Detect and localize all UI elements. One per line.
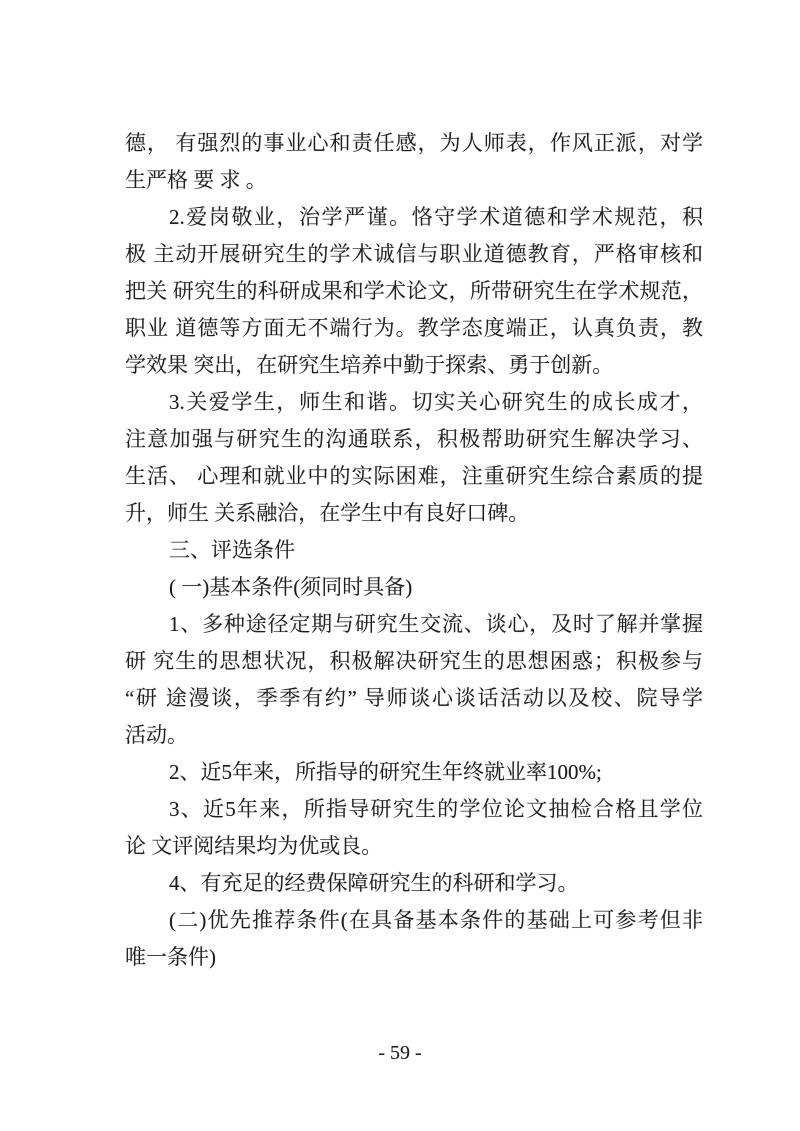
text-line: 生严格 要 求 。 <box>125 168 267 192</box>
page-footer <box>0 1041 800 1065</box>
text-line: 1、多种途径定期与研究生交流、谈心，及时了解并掌握 <box>169 612 703 636</box>
text-line: 3.关爱学生，师生和谐。切实关心研究生的成长成才， <box>169 390 703 414</box>
text-line: 4、有充足的经费保障研究生的科研和学习。 <box>169 871 579 895</box>
text-line: 3、近5年来，所指导研究生的学位论文抽检合格且学位 <box>169 797 703 821</box>
text-line: 唯一条件) <box>125 945 216 969</box>
text-line: 学效果 突出，在研究生培养中勤于探索、勇于创新。 <box>125 353 614 377</box>
text-line: 活动。 <box>125 723 188 747</box>
text-line: 论 文评阅结果均为优或良。 <box>125 834 383 858</box>
text-line: 2、近5年来，所指导的研究生年终就业率100%; <box>169 760 602 784</box>
text-line: 生活、 心理和就业中的实际困难，注重研究生综合素质的提 <box>125 464 703 488</box>
body-text <box>125 125 703 976</box>
subsection-heading: (二)优先推荐条件(在具备基本条件的基础上可参考但非 <box>169 908 703 932</box>
subsection-heading: ( 一)基本条件(须同时具备) <box>169 575 413 599</box>
text-line: 注意加强与研究生的沟通联系，积极帮助研究生解决学习、 <box>125 427 703 451</box>
text-line: 研 究生的思想状况，积极解决研究生的思想困惑；积极参与 <box>125 649 703 673</box>
section-heading: 三、评选条件 <box>169 538 295 562</box>
text-line: 升，师生 关系融洽，在学生中有良好口碑。 <box>125 501 530 525</box>
text-line: 把关 研究生的科研成果和学术论文，所带研究生在学术规范， <box>125 279 703 303</box>
text-line: 2.爱岗敬业，治学严谨。恪守学术道德和学术规范，积 <box>169 205 703 229</box>
text-line: 德， 有强烈的事业心和责任感，为人师表，作风正派，对学 <box>125 131 703 155</box>
text-line: “研 途漫谈，季季有约” 导师谈心谈话活动以及校、院导学 <box>125 686 703 710</box>
text-line: 职业 道德等方面无不端行为。教学态度端正，认真负责，教 <box>125 316 703 340</box>
text-line: 极 主动开展研究生的学术诚信与职业道德教育，严格审核和 <box>125 242 703 266</box>
page-number: - 59 - <box>378 1042 422 1064</box>
